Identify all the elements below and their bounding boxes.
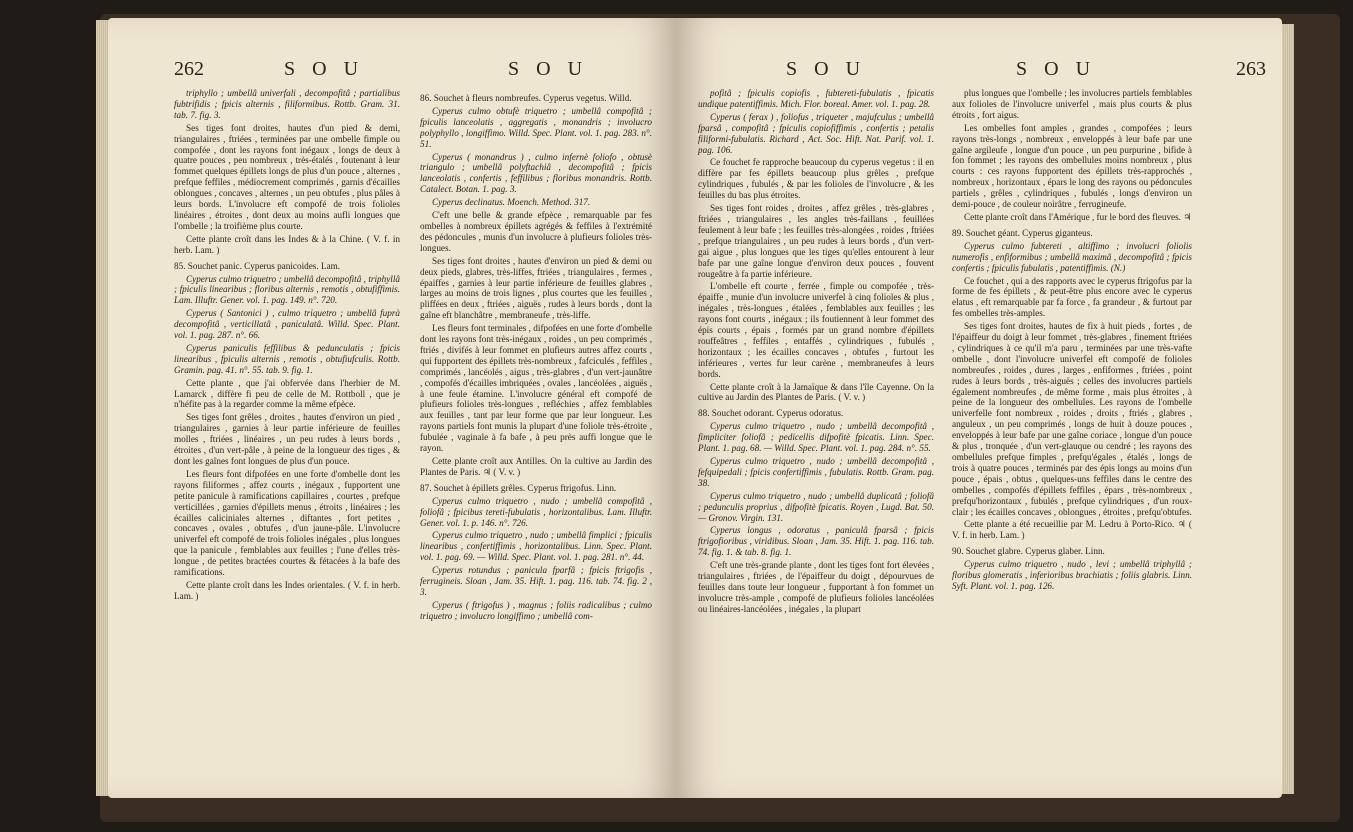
right-running-head-1: S O U: [786, 58, 867, 80]
paragraph: Cyperus culmo triquetro ; umbellâ decompofitâ , triphyllâ ; fpiculis linearibus ; floribus alternis , remotis , obtufiffimis. Lam. Illuftr. Gener. vol. 1. pag. 149. n°. 720.: [174, 273, 400, 306]
paragraph: Cyperus longus , odoratus , paniculâ fparsâ ; fpicis ftrigofioribus , viridibus. Sloan , Jam. 35. Hift. 1. pag. 116. tab. 74. fig. 1. & tab. 8. fig. 1.: [698, 525, 934, 558]
paragraph: L'ombelle eft courte , ferrée , fimple ou compofée , très-épaiffe , munie d'un involucre univerfel à cinq folioles & plus , inégales , très-longues , étalées , femblables aux feuilles ; les rayons font courts , inégaux ; ils foutiennent à leur fommet des épis courts , épais , formés par un grand nombre d'épillets rouffeâtres , feffiles , entaffés , cylindriques , fubulés , horizontaux ; les écailles concaves , obtufes , furtout les inférieures , vertes fur leur carène , membraneufes à leurs bords.: [698, 281, 934, 379]
entry-heading: 85. Souchet panic. Cyperus panicoides. Lam.: [174, 260, 341, 271]
paragraph: Cyperus culmo triquetro , nudo , levi ; umbellâ triphyllâ ; floribus glomeratis , inferioribus brachiatis ; foliis glabris. Linn. Syft. Plant. vol. 1. pag. 126.: [952, 559, 1192, 591]
paragraph: Les ombelles font amples , grandes , compofées ; leurs rayons très-longs , nombreux , enveloppés à leur bafe par une gaîne argileufe , longue d'un pouce , un peu purpurine , bifide à fon fommet ; les rayons des ombellules moins nombreux , plus courts : ces rayons fupportent des épillets très-rapprochés , nombreux , horizontaux , épars le long des rayons ou pédoncules partiels , grêles , cylindriques , fubulés , longs d'environ un demi-pouce , de couleur noirâtre , ferrugineufe.: [952, 122, 1192, 210]
paragraph: Cette plante , que j'ai obfervée dans l'herbier de M. Lamarck , diffère fi peu de celle de M. Rottboll , que je n'héfite pas à la regarder comme la même efpèce.: [174, 377, 400, 410]
paragraph: triphyllo ; umbellâ univerfali , decompofitâ ; partialibus fubtrifidis ; fpicis alternis , filiformibus. Rottb. Gram. 31. tab. 7. fig. 3.: [174, 88, 400, 120]
entry-heading: 86. Souchet à fleurs nombreufes. Cyperus vegetus. Willd.: [420, 93, 632, 103]
paragraph: Cyperus paniculis feffilibus & pedunculatis ; fpicis linearibus , fpiculis alternis , remotis , obtufiufculis. Rottb. Gramin. pag. 41. n°. 55. tab. 9. fig. 1.: [174, 342, 400, 375]
paragraph: Cette plante croît dans les Indes orientales. ( V. f. in herb. Lam. ): [174, 579, 400, 601]
paragraph: Cyperus ( ferax ) , foliofus , triqueter , majufculus ; umbellâ fparsâ , compofitâ ; fpiculis copiofiffimis , confertis ; petalis filiformi-fubulatis. Richard , Act. Soc. Hift. Nat. Parif. vol. 1. pag. 106.: [698, 111, 934, 155]
paragraph: Ce fouchet fe rapproche beaucoup du cyperus vegetus : il en diffère par fes épillets beaucoup plus grêles , prefque cylindriques , fubulés , & par les folioles de l'involucre , & les feuilles du bas plus étroites.: [698, 157, 934, 201]
paragraph: Les fleurs font terminales , difpofées en une forte d'ombelle dont les rayons font très-inégaux , roides , un peu comprimés , ftriés , divifés à leur fommet en plufieurs autres affez courts , qui fupportent des épillets très-nombreux , fafciculés , feffiles , comprimés , lancéolés , aigus , très-glabres , d'un vert-jaunâtre , compofés d'écailles imbriquées , ovales , lancéolées , aiguës , à une feule étamine. L'involucre général eft compofé de plufieurs folioles très-longues , refléchies , affez femblables aux feuilles , tant par leur forme que par leur longueur. Les rayons partiels font munis la plupart d'une foliole très-étroite , fubulée , vaginale à fa bafe , à peu près auffi longue que le rayon.: [420, 323, 652, 454]
paragraph: Cyperus culmo triquetro , nudo ; umbellâ fimplici ; fpiculis linearibus , confertiffimis , horizontalibus. Linn. Spec. Plant. vol. 1. pag. 69. — Willd. Spec. Plant. vol. 1. pag. 281. n°. 44.: [420, 530, 652, 563]
left-page: [108, 18, 676, 798]
right-running-head-2: S O U: [1016, 58, 1097, 80]
entry-heading: 90. Souchet glabre. Cyperus glaber. Linn.: [952, 546, 1105, 557]
paragraph: Ce fouchet , qui a des rapports avec le cyperus ftrigofus par la forme de fes épillets , & peut-être plus encore avec le cyperus elatus , eft remarquable par fa force , fa grandeur , & furtout par fes ombelles très-amples.: [952, 275, 1192, 319]
paragraph: Cette plante a été recueillie par M. Ledru à Porto-Rico. ♃ ( V. f. in herb. Lam. ): [952, 519, 1192, 541]
paragraph: Cette plante croît dans l'Amérique , fur le bord des fleuves. ♃: [964, 211, 1192, 222]
paragraph: Cyperus culmo triquetro , nudo ; umbellâ compofitâ , foliofâ ; fpicibus tereti-fubulatis , horizontalibus. Lam. Illuftr. Gener. vol. 1. p. 146. n°. 726.: [420, 495, 652, 528]
paragraph: Cyperus ( ftrigofus ) , magnus ; foliis radicalibus ; culmo triquetro ; involucro longiffimo ; umbellâ com-: [420, 599, 652, 621]
left-column-2: [420, 88, 652, 788]
paragraph: Cette plante croît dans les Indes & à la Chine. ( V. f. in herb. Lam. ): [174, 233, 400, 255]
paragraph: Cyperus ( monandrus ) , culmo infernè foliofo , obtusè triangulo ; umbellâ polyftachiâ , decompofitâ ; fpicis lanceolatis , confertis , feffilibus ; floribus monandris. Rottb. Catalect. Botan. 1. pag. 3.: [420, 151, 652, 195]
left-page-number: 262: [174, 58, 204, 80]
left-running-head-2: S O U: [508, 58, 589, 80]
paragraph: Cyperus culmo obtufè triquetro ; umbellâ compofitâ ; fpiculis lanceolatis , aggregatis , monandris ; involucro polyphyllo , longiffimo. Willd. Spec. Plant. vol. 1. pag. 283. n°. 51.: [420, 105, 652, 149]
paragraph: Cette plante croît aux Antilles. On la cultive au Jardin des Plantes de Paris. ♃ ( V. v. ): [420, 456, 652, 477]
entry-heading: 88. Souchet odorant. Cyperus odoratus.: [698, 408, 844, 419]
paragraph: Cyperus culmo triquetro , nudo ; umbellâ decompofitâ , fimpliciter foliofâ ; pedicellis difpofitè fpicatis. Linn. Spec. Plant. 1. pag. 68. — Willd. Spec. Plant. vol. 1. pag. 284. n°. 55.: [698, 421, 934, 454]
paragraph: Ses tiges font droites, hautes de fix à huit pieds , fortes , de l'épaiffeur du doigt à leur fommet , très-glabres , finement ftriées , cylindriques à ce qu'il m'a paru , terminées par une très-vafte ombelle , dont l'involucre univerfel eft compofé de folioles nombreufes , roides , dures , larges , enfiformes , ftriées , point rudes à leurs bords , très-aiguës ; celles des involucres partiels également nombreufes , de même forme , mais plus étroites , à peine de la longueur des ombellules. Les rayons de l'ombelle univerfelle font nombreux , roides , droits , ftriés , glabres , anguleux , un peu comprimés , longs de huit à douze pouces , enveloppés à leur bafe par une gaîne coriace , longue d'un pouce & plus , tronquée , d'un vert-glauque ou cendré ; les rayons des ombellules prefque fimples , prefqu'égales , étalés , longs de trois à quatre pouces , terminés par des épis longs au moins d'un pouce , épais , obtus , quelques-uns feffiles dans le centre des ombelles , compofés d'épillets feffiles , épars , très-nombreux , prefqu'horizontaux , fubulés , prefque cylindriques , d'un roux-clair ; les écailles concaves , oblongues , étroites , prefqu'obtufes.: [952, 321, 1192, 517]
paragraph: plus longues que l'ombelle ; les involucres partiels femblables aux folioles de l'involucre univerfel , mais plus courts & plus étroits , fort aigus.: [952, 88, 1192, 120]
paragraph: Ses tiges font roides , droites , affez grêles , très-glabres , ftriées , triangulaires , les angles très-faillans , feuillées feulement à leur bafe ; les feuilles très-alongées , roides , ftriées , prefque triangulaires , un peu rudes à leurs bords , d'un vert-gai aigue , plus longues que les tiges qu'elles entourent à leur bafe par une gaîne longue d'environ deux pouces , fouvent rougeâtre à fa partie inférieure.: [698, 203, 934, 279]
paragraph: pofitâ ; fpiculis copiofis , fubtereti-fubulatis , fpicatis undique patentiffimis. Mich. Flor. boreal. Amer. vol. 1. pag. 28.: [698, 88, 934, 109]
paragraph: Cyperus culmo fubtereti , altiffimo ; involucri foliolis numerofis , enfiformibus ; umbellâ maximâ , decompofitâ ; fpicis confertis ; fpiculis fubulatis , patentiffimis. (N.): [952, 240, 1192, 273]
paragraph: Les fleurs font difpofées en une forte d'ombelle dont les rayons filiformes , affez courts , inégaux , fupportent une petite panicule à ramifications capillaires , courtes , prefque verticillées , garnies d'épillets menus , étroits , linéaires ; les écailles caliciniales alternes , diftantes , fort petites , concaves , ovales , obtufes , d'un jaune-pâle. L'involucre univerfel eft compofé de trois folioles inégales , plus longues que la panicule , femblables aux feuilles ; l'une d'elles très-longue , de petites bractées courtes & fétacées à la bafe des ramifications.: [174, 468, 400, 578]
paragraph: Ses tiges font droites, hautes d'un pied & demi, triangulaires , ftriées , terminées par une ombelle fimple ou compofée , dont les rayons font inégaux , longs de deux à quatre pouces , peu nombreux , très-étalés , foutenant à leur fommet quelques épillets longs de plus d'un pouce , alternes , prefque feffiles , médiocrement comprimés , garnis d'écailles oblongues , concaves , alternes , un peu obtufes , plus pâles à leurs bords. L'involucre eft compofé de trois folioles linéaires , étroites , dont deux au moins aufli longues que l'ombelle ; la troifième plus courte.: [174, 122, 400, 231]
page-edges-right: [1280, 24, 1294, 794]
right-page-number: 263: [1236, 58, 1266, 80]
paragraph: Cyperus rotundus ; panicula fparfâ ; fpicis ftrigofis , ferrugineis. Sloan , Jam. 35. Hift. 1. pag. 116. tab. 74. fig. 2 , 3.: [420, 565, 652, 597]
paragraph: Ses tiges font droites , hautes d'environ un pied & demi ou deux pieds, glabres, très-liffes, ftriées , triangulaires , fermes , épaiffes , garnies à leur partie inférieure de feuilles glabres , larges au moins de trois lignes , plus courtes que les feuilles , pliffées en deux , ftriées , aiguës , rudes à leurs bords , dont la gaîne eft blanchâtre , membraneufe , très-liffe.: [420, 255, 652, 321]
right-column-1: [698, 88, 934, 788]
left-running-head-1: S O U: [284, 58, 365, 80]
right-page: [676, 18, 1282, 798]
left-column-1: [174, 88, 400, 788]
paragraph: C'eft une belle & grande efpèce , remarquable par fes ombelles à nombreux épillets agrégés & feffiles à l'extrémité des pédoncules , munis d'un involucre à plufieurs folioles très-longues.: [420, 210, 652, 253]
paragraph: Ses tiges font grêles , droites , hautes d'environ un pied , triangulaires , garnies à leur partie inférieure de feuilles molles , ftriées , linéaires , un peu rudes à leurs bords , étroites , d'un vert-pâle , à peine de la longueur des tiges , & dont les gaînes font longues de plus d'un pouce.: [174, 412, 400, 466]
paragraph: Cyperus declinatus. Moench. Method. 317.: [432, 197, 591, 208]
paragraph: Cyperus ( Santonici ) , culmo triquetro ; umbellâ fuprà decompofitâ , verticillatâ , paniculatâ. Willd. Spec. Plant. vol. 1. pag. 287. n°. 66.: [174, 308, 400, 341]
right-column-2: [952, 88, 1192, 788]
paragraph: C'eft une très-grande plante , dont les tiges font fort élevées , triangulaires , ftriées , de l'épaiffeur du doigt , dépourvues de feuilles dans toute leur longueur , fupportant à fon fommet un involucre très-ample , compofé de plufieurs folioles lancéolées ou linéaires-lancéolées , inégales , la plupart: [698, 560, 934, 614]
paragraph: Cyperus culmo triquetro , nudo ; umbellâ decompofitâ , fefquipedali ; fpicis confertiffimis , fubulatis. Rottb. Gram. pag. 38.: [698, 456, 934, 488]
entry-heading: 89. Souchet géant. Cyperus giganteus.: [952, 227, 1093, 238]
entry-heading: 87. Souchet à épillets grêles. Cyperus ftrigofus. Linn.: [420, 482, 617, 493]
paragraph: Cette plante croît à la Jamaïque & dans l'île Cayenne. On la cultive au Jardin des Plantes de Paris. ( V. v. ): [698, 381, 934, 403]
paragraph: Cyperus culmo triquetro , nudo ; umbellâ duplicatâ ; foliofâ ; pedunculis proprius , difpofitè fpicatis. Royen , Lugd. Bat. 50. — Gronov. Virgin. 131.: [698, 490, 934, 523]
